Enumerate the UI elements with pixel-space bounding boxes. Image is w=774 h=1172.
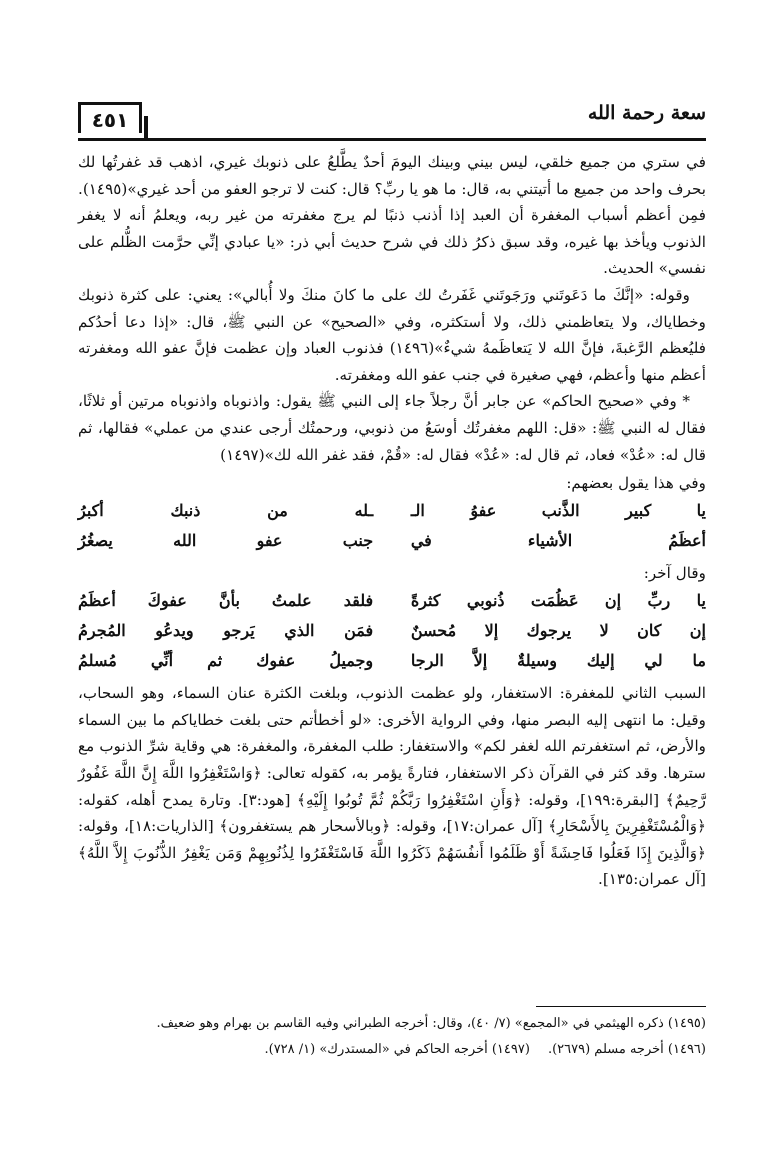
poem-verse (78, 526, 706, 556)
footnote-line (78, 1037, 706, 1063)
verse-hemistich-second: ـله من ذنبك أكبرُ (78, 501, 374, 521)
page-body (78, 149, 706, 893)
paragraph: * وفي «صحيح الحاكم» عن جابر أنَّ رجلاً جاء إلى النبي ﷺ يقول: واذنوباه واذنوباه مرتين أو ثلاثًا، فقال له النبي ﷺ: «قل: اللهم مغفرتُك أوسَعُ من ذنوبي، ورحمتُك أرجى عندي من عملي» فقالها، ثم قال له: «عُدْ» فعاد، ثم قال له: «عُدْ» فقال له: «قُمْ، فقد غفر الله لك»(١٤٩٧) (78, 392, 706, 464)
verse-hemistich-second: فمَن الذي يَرجو ويدعُو المُجرمُ (78, 621, 374, 641)
footnotes (78, 1006, 706, 1063)
header-rule-mark (144, 116, 148, 138)
running-title: سعة رحمة الله (587, 102, 706, 124)
book-page (78, 96, 706, 1096)
footnote: (١٤٩٧) أخرجه الحاكم في «المستدرك» (١/ ٧٢٨). (264, 1042, 530, 1057)
paragraph: السبب الثاني للمغفرة: الاستغفار، ولو عظمت الذنوب، وبلغت الكثرة عنان السماء، وهو السحاب، وقيل: ما انتهى إليه البصر منها، وفي الرواية الأخرى: «لو أخطأتم حتى بلغت خطاياكم ما بين السماء والأرض، ثم استغفرتم الله لغفر لكم» والاستغفار: طلب المغفرة، والمغفرة: هي وقاية شرِّ الذنوب مع سترها. وقد كثر في القرآن ذكر الاستغفار، فتارةً يؤمر به، كقوله تعالى: ﴿وَاسْتَغْفِرُوا اللَّهَ إِنَّ اللَّهَ غَفُورٌ رَّحِيمٌ﴾ [البقرة:١٩٩]، وقوله: ﴿وَأَنِ اسْتَغْفِرُوا رَبَّكُمْ ثُمَّ تُوبُوا إِلَيْهِ﴾ [هود:٣]. وتارة يمدح أهله، كقوله: ﴿وَالْمُسْتَغْفِرِينَ بِالأَسْحَارِ﴾ [آل عمران:١٧]، وقوله: ﴿وبالأسحار هم يستغفرون﴾ [الذاريات:١٨]، وقوله: ﴿وَالَّذِينَ إِذَا فَعَلُوا فَاحِشَةً أَوْ ظَلَمُوا أَنفُسَهُمْ ذَكَرُوا اللَّهَ فَاسْتَغْفَرُوا لِذُنُوبِهِمْ وَمَن يَغْفِرُ الذُّنُوبَ إِلاَّ اللَّهُ﴾ [آل عمران:١٣٥]. (78, 684, 706, 889)
poem-verse (78, 646, 706, 676)
footnote: (١٤٩٦) أخرجه مسلم (٢٦٧٩). (547, 1042, 706, 1057)
page-header (78, 96, 706, 141)
verse-hemistich-second: وجميلُ عفوك ثم أنِّي مُسلمُ (78, 651, 374, 671)
paragraph: وقوله: «إنَّكَ ما دَعَوتَني ورَجَوتَني غَفَرتُ لك على ما كانَ منكَ ولا أُبالي»: يعني: على كثرة ذنوبك وخطاياك، ولا يتعاظمني ذلك، ولا أستكثره، وفي «الصحيح» عن النبي ﷺ، قال: «إذا دعا أحدُكم فليُعظم الرَّغبةَ، فإنَّ الله لا يَتعاظَمهُ شيءٌ»(١٤٩٦) فذنوب العباد وإن عظمت فإنَّ عفو الله ومغفرته أعظم منها وأعظم، فهي صغيرة في جنب عفو الله ومغفرته. (78, 285, 706, 384)
verse-hemistich-first: يا كبير الذَّنب عفوُ الـ (410, 501, 706, 521)
verse-hemistich-first: أعظَمُ الأشياء في (410, 531, 706, 551)
verse-hemistich-second: فلقد علمتُ بأنَّ عفوكَ أعظَمُ (78, 591, 374, 611)
paragraph: في ستري من جميع خلقي، ليس بيني وبينك اليومَ أحدٌ يطَّلعُ على ذنوبك غيري، اذهب قد غفرتُها لك بحرف واحد من جميع ما أتيتني به، قال: ما هو يا ربِّ؟ قال: كنت لا ترجو العفو من أحد غيري»(١٤٩٥). فمِن أعظم أسباب المغفرة أن العبد إذا أذنب ذنبًا لم يرج مغفرته من غير ربه، ويعلمُ أنه لا يغفر الذنوب ويأخذ بها غيره، وقد سبق ذكرُ ذلك في شرح حديث أبي ذر: «يا عبادي إنِّي حرَّمت الظُّلم على نفسي» الحديث. (78, 153, 706, 278)
poem-intro: وفي هذا يقول بعضهم: (566, 474, 706, 493)
poem-verse (78, 586, 706, 616)
poem-verse (78, 616, 706, 646)
poem-verse (78, 496, 706, 526)
verse-hemistich-first: ما لي إليك وسيلةٌ إلاَّ الرجا (410, 651, 706, 671)
verse-hemistich-first: يا ربِّ إن عَظُمَت ذُنوبي كثرةً (410, 591, 706, 611)
verse-hemistich-first: إن كان لا يرجوك إلا مُحسنٌ (410, 621, 706, 641)
poem-block (78, 560, 706, 676)
footnote-rule (536, 1006, 706, 1007)
page-number: ٤٥١ (78, 102, 142, 133)
poem-intro: وقال آخر: (643, 564, 706, 583)
poem-block (78, 470, 706, 556)
verse-hemistich-second: جنب عفو الله يصغُرُ (78, 531, 374, 551)
footnote: (١٤٩٥) ذكره الهيثمي في «المجمع» (٧/ ٤٠)، وقال: أخرجه الطبراني وفيه القاسم بن بهرام وهو ضعيف. (156, 1016, 706, 1031)
